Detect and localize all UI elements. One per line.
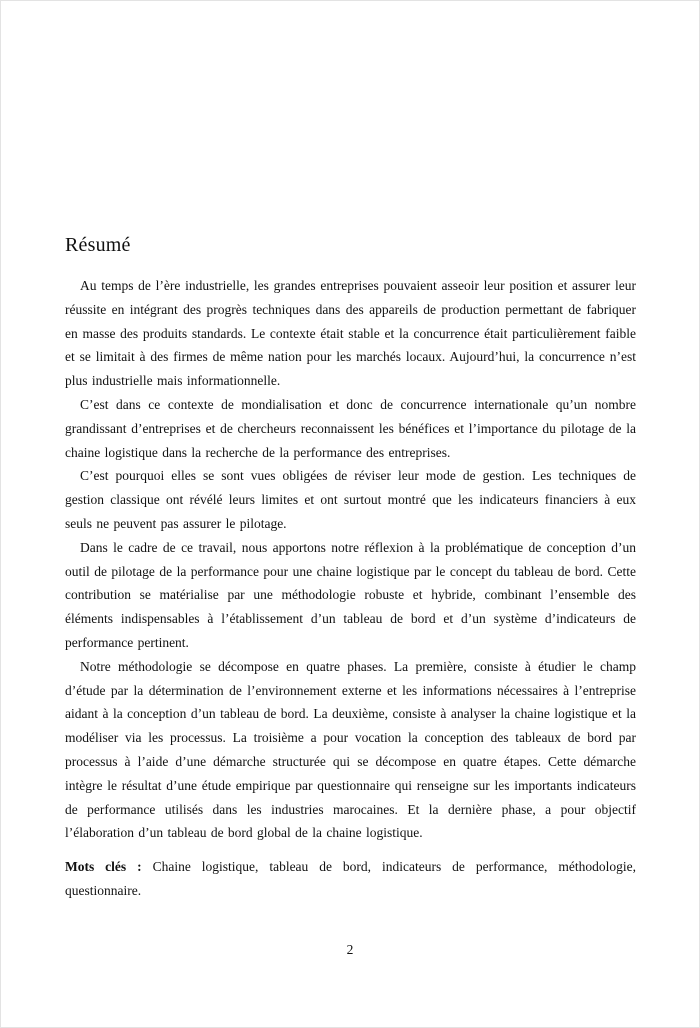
- keywords-label: Mots clés :: [65, 859, 142, 875]
- abstract-section: [65, 232, 636, 903]
- abstract-paragraph-4: Dans le cadre de ce travail, nous apportons notre réflexion à la problématique de conception d’un outil de pilotage de la performance pour une chaine logistique par le concept du tableau de bord. Cette contribution se matérialise par une méthodologie robuste et hybride, combinant l’ensemble des éléments indispensables à l’établissement d’un tableau de bord et d’un système d’indicateurs de performance pertinent.: [65, 539, 636, 650]
- keywords-paragraph: [65, 855, 636, 903]
- abstract-heading: Résumé: [65, 234, 131, 256]
- page-number: 2: [346, 942, 354, 957]
- abstract-paragraph-5: Notre méthodologie se décompose en quatre phases. La première, consiste à étudier le champ d’étude par la détermination de l’environnement externe et les informations nécessaires à l’entreprise aidant à la conception d’un tableau de bord. La deuxième, consiste à analyser la chaine logistique et la modéliser via les processus. La troisième a pour vocation la conception des tableaux de bord par processus à l’aide d’une démarche structurée qui se décompose en quatre étapes. Cette démarche intègre le résultat d’une étude empirique par questionnaire qui renseigne sur les importants indicateurs de performance utilisés dans les industries marocaines. Et la dernière phase, a pour objectif l’élaboration d’un tableau de bord global de la chaine logistique.: [65, 658, 636, 841]
- keywords-text: Chaine logistique, tableau de bord, indicateurs de performance, méthodologie, questionnaire.: [65, 859, 636, 898]
- abstract-paragraph-1: Au temps de l’ère industrielle, les grandes entreprises pouvaient asseoir leur position et assurer leur réussite en intégrant des progrès techniques dans des appareils de production permettant de fabriquer en masse des produits standards. Le contexte était stable et la concurrence était particulièrement faible et se limitait à des firmes de même nation pour les marchés locaux. Aujourd’hui, la concurrence n’est plus industrielle mais informationnelle.: [65, 278, 636, 389]
- abstract-paragraph-3: C’est pourquoi elles se sont vues obligées de réviser leur mode de gestion. Les techniques de gestion classique ont révélé leurs limites et ont surtout montré que les indicateurs financiers à eux seuls ne peuvent pas assurer le pilotage.: [65, 468, 636, 531]
- abstract-paragraph-2: C’est dans ce contexte de mondialisation et donc de concurrence internationale qu’un nombre grandissant d’entreprises et de chercheurs reconnaissent les bénéfices et l’importance du pilotage de la chaine logistique dans la recherche de la performance des entreprises.: [65, 396, 636, 460]
